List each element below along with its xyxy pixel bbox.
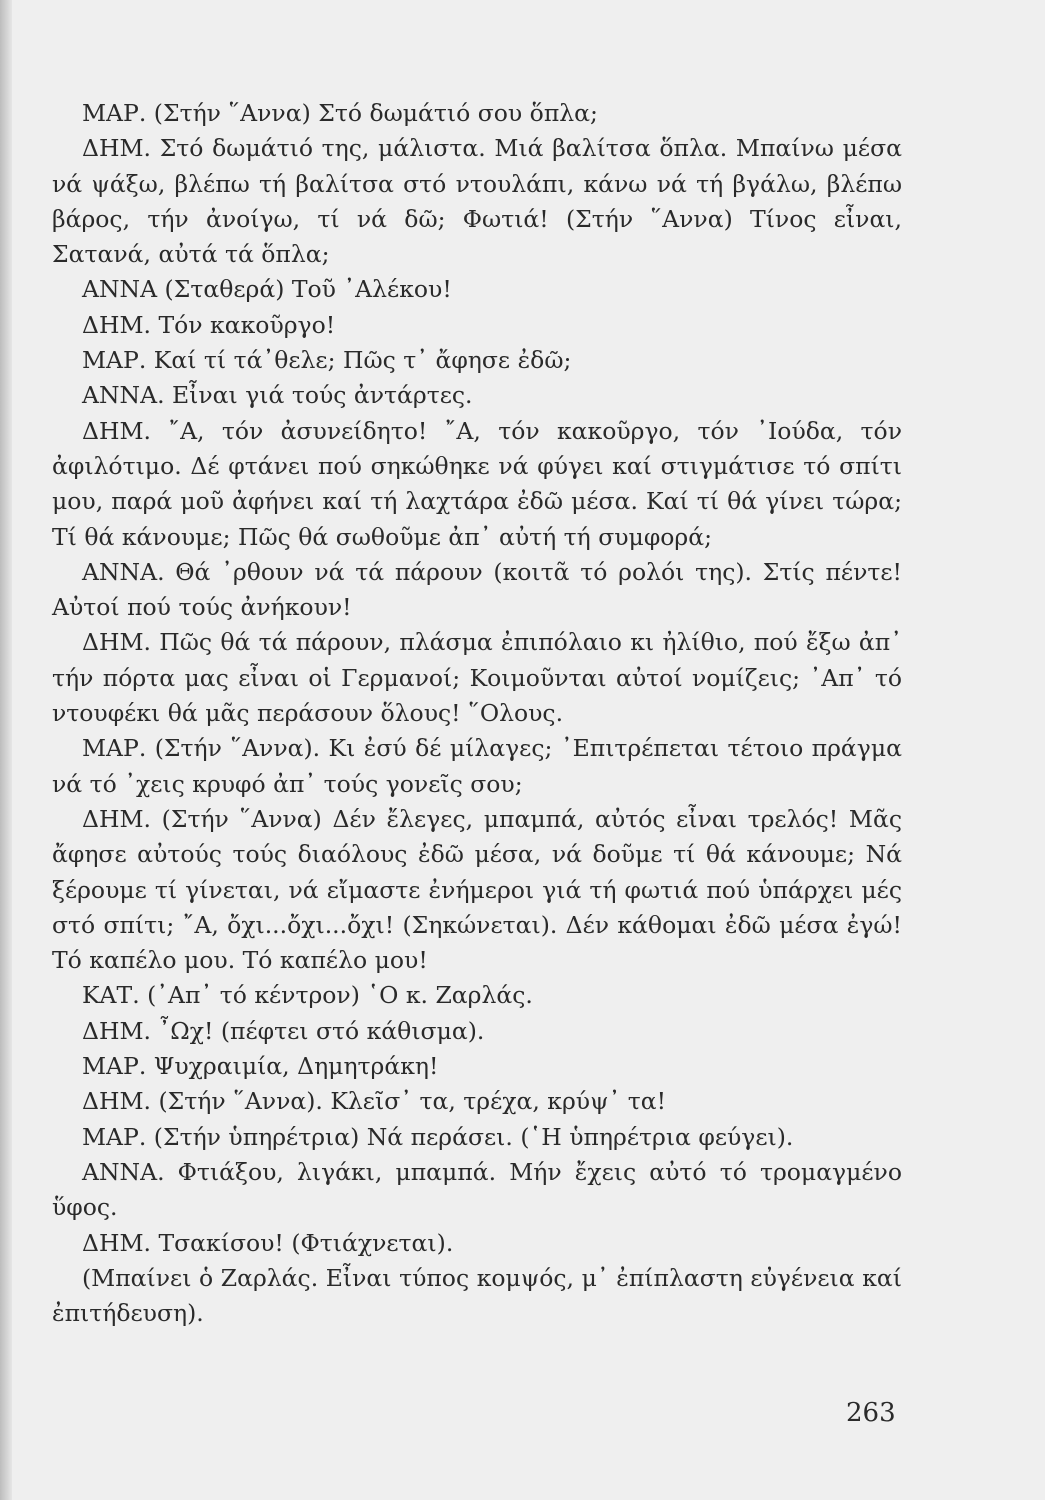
line-mar-why: ΜΑΡ. Καί τί τά᾿θελε; Πῶς τ᾿ ἄφησε ἐδῶ; bbox=[82, 346, 572, 375]
page-spine-shadow bbox=[0, 0, 12, 1500]
line-dim-villain: ΔΗΜ. Τόν κακοῦργο! bbox=[82, 310, 336, 339]
stage-direction-zarlas-enters: (Μπαίνει ὁ Ζαρλάς. Εἶναι τύπος κομψός, μ᾿ ἐπίπλαστη εὐγένεια καί ἐπιτήδευση). bbox=[52, 1263, 902, 1328]
line-anna-partisans: ΑΝΝΑ. Εἶναι γιά τούς ἀντάρτες. bbox=[82, 381, 473, 410]
line-anna-fix: ΑΝΝΑ. Φτιάξου, λιγάκι, μπαμπά. Μήν ἔχεις αὐτό τό τρομαγμένο ὕφος. bbox=[52, 1157, 902, 1222]
line-dim-unscrupulous: ΔΗΜ. ῎Α, τόν ἀσυνείδητο! ῎Α, τόν κακοῦργο, τόν ᾿Ιούδα, τόν ἀφιλότιμο. Δέ φτάνει πού σηκώθηκε νά φύγει καί στιγμάτισε τό σπίτι μου, παρά μοῦ ἀφήνει καί τή λαχτάρα ἐδῶ μέσα. Καί τί θά γίνει τώρα; Τί θά κάνουμε; Πῶς θά σωθοῦμε ἀπ᾿ αὐτή τή συμφορά; bbox=[52, 416, 902, 551]
play-text bbox=[52, 96, 902, 1331]
line-anna-alekos: ΑΝΝΑ (Σταθερά) Τοῦ ᾿Αλέκου! bbox=[82, 275, 452, 304]
line-dim-germans: ΔΗΜ. Πῶς θά τά πάρουν, πλάσμα ἐπιπόλαιο κι ἠλίθιο, πού ἔξω ἀπ᾿ τήν πόρτα μας εἶναι οἱ Γερμανοί; Κοιμοῦνται αὐτοί νομίζεις; ᾿Απ᾿ τό ντουφέκι θά μᾶς περάσουν ὅλους! ῞Ολους. bbox=[52, 628, 902, 728]
line-dim-och: ΔΗΜ. ῏Ωχ! (πέφτει στό κάθισμα). bbox=[82, 1016, 485, 1045]
line-mar-secret: ΜΑΡ. (Στήν ῞Αννα). Κι ἐσύ δέ μίλαγες; ᾿Επιτρέπεται τέτοιο πράγμα νά τό ᾿χεις κρυφό ἀπ᾿ τούς γονεῖς σου; bbox=[52, 734, 902, 798]
line-dim-hide: ΔΗΜ. (Στήν ῞Αννα). Κλεῖσ᾿ τα, τρέχα, κρύψ᾿ τα! bbox=[82, 1087, 667, 1116]
line-mar-weapons: ΜΑΡ. (Στήν ῞Αννα) Στό δωμάτιό σου ὅπλα; bbox=[82, 99, 598, 127]
line-dim-shut: ΔΗΜ. Τσακίσου! (Φτιάχνεται). bbox=[82, 1228, 454, 1257]
line-dim-hat: ΔΗΜ. (Στήν ῞Αννα) Δέν ἔλεγες, μπαμπά, αὐτός εἶναι τρελός! Μᾶς ἄφησε αὐτούς τούς διαόλους ἐδῶ μέσα, νά δοῦμε τί θά κάνουμε; Νά ξέρουμε τί γίνεται, νά εἴμαστε ἐνήμεροι γιά τή φωτιά πού ὑπάρχει μές στό σπίτι; ῎Α, ὄχι...ὄχι...ὄχι! (Σηκώνεται). Δέν κάθομαι ἐδῶ μέσα ἐγώ! Τό καπέλο μου. Τό καπέλο μου! bbox=[52, 804, 902, 975]
line-mar-calm: ΜΑΡ. Ψυχραιμία, Δημητράκη! bbox=[82, 1052, 439, 1081]
line-anna-five: ΑΝΝΑ. Θά ᾿ρθουν νά τά πάρουν (κοιτᾶ τό ρολόι της). Στίς πέντε! Αὐτοί πού τούς ἀνήκουν! bbox=[52, 557, 902, 622]
line-dim-suitcase: ΔΗΜ. Στό δωμάτιό της, μάλιστα. Μιά βαλίτσα ὅπλα. Μπαίνω μέσα νά ψάξω, βλέπω τή βαλίτσα στό ντουλάπι, κάνω νά τή βγάλω, βλέπω βάρος, τήν ἀνοίγω, τί νά δῶ; Φωτιά! (Στήν ῞Αννα) Τίνος εἶναι, Σατανά, αὐτά τά ὅπλα; bbox=[52, 134, 902, 269]
line-mar-maid: ΜΑΡ. (Στήν ὑπηρέτρια) Νά περάσει. (῾Η ὑπηρέτρια φεύγει). bbox=[82, 1122, 794, 1151]
page-number: 263 bbox=[846, 1398, 896, 1428]
line-kat-zarlas: ΚΑΤ. (᾿Απ᾿ τό κέντρον) ῾Ο κ. Ζαρλάς. bbox=[82, 981, 533, 1010]
